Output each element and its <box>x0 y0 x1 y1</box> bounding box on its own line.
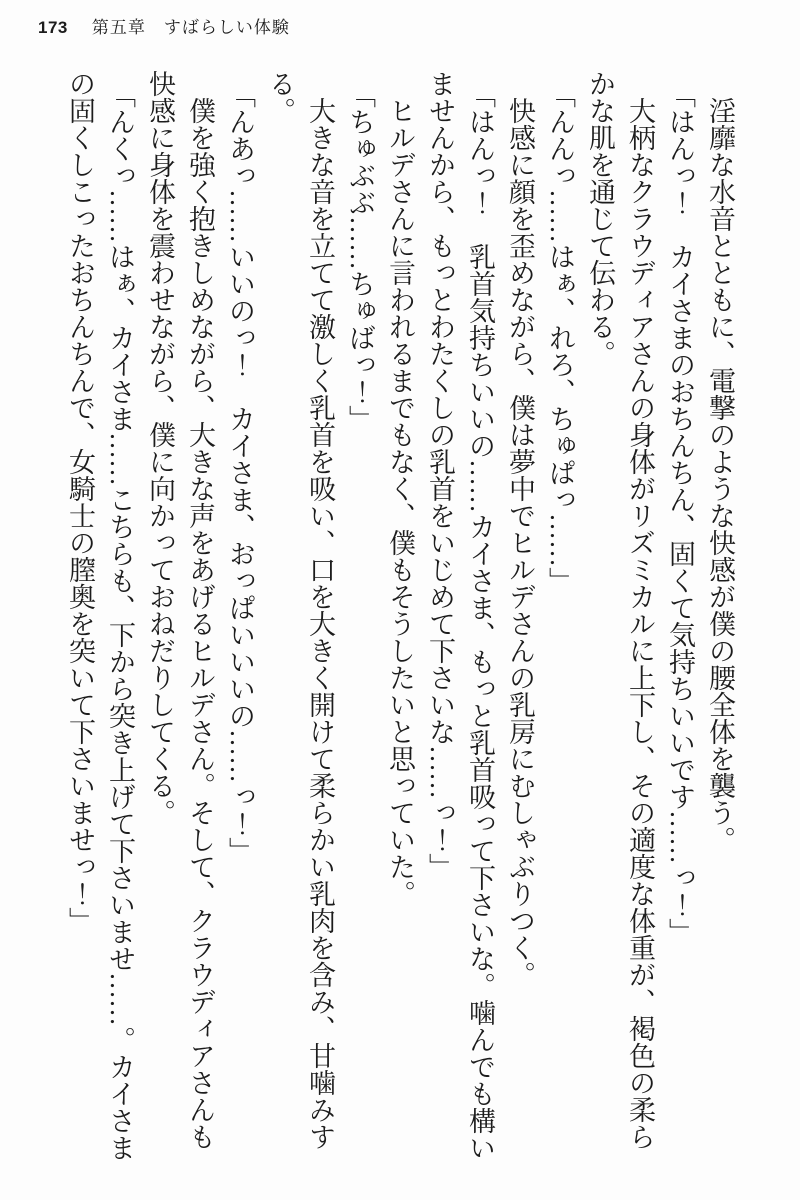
paragraph: 大きな音を立てて激しく乳首を吸い、口を大きく開けて柔らかい乳肉を含み、甘噛みする。 <box>265 70 335 1150</box>
paragraph: 「んくっ……はぁ、カイさま……こちらも、下から突き上げて下さいませ……。カイさまの固くしこったおちんちんで、女騎士の膣奥を突いて下さいませっ！」 <box>65 70 135 1161</box>
paragraph: 「はんっ！ 乳首気持ちいいの……カイさま、もっと乳首吸って下さいな。噛んでも構いませんから、もっとわたくしの乳首をいじめて下さいな……っ！」 <box>425 70 495 1161</box>
running-head <box>38 13 290 38</box>
paragraph: 僕を強く抱きしめながら、大きな声をあげるヒルデさん。そして、クラウディアさんも快感に身体を震わせながら、僕に向かっておねだりしてくる。 <box>145 70 215 1150</box>
paragraph: 快感に顔を歪めながら、僕は夢中でヒルデさんの乳房にむしゃぶりつく。 <box>505 97 535 988</box>
paragraph: 「はんっ！ カイさまのおちんちん、固くて気持ちいいです……っ！」 <box>665 81 695 945</box>
paragraph: ヒルデさんに言われるまでもなく、僕もそうしたいと思っていた。 <box>385 97 415 907</box>
paragraph: 淫靡な水音とともに、電撃のような快感が僕の腰全体を襲う。 <box>705 97 735 853</box>
page-number: 173 <box>38 18 68 37</box>
chapter-title: 第五章 すばらしい体験 <box>91 18 290 37</box>
paragraph: 「ちゅぶぶ……ちゅばっ！」 <box>345 81 375 432</box>
paragraph: 「んんっ……はぁ、れろ、ちゅぱっ……」 <box>545 81 575 594</box>
paragraph: 「んあっ……いいのっ！ カイさま、おっぱいいいの……っ！」 <box>225 81 255 864</box>
paragraph: 大柄なクラウディアさんの身体がリズミカルに上下し、その適度な体重が、褐色の柔らかな肌を通じて伝わる。 <box>585 70 655 1150</box>
body-text <box>36 70 740 1163</box>
